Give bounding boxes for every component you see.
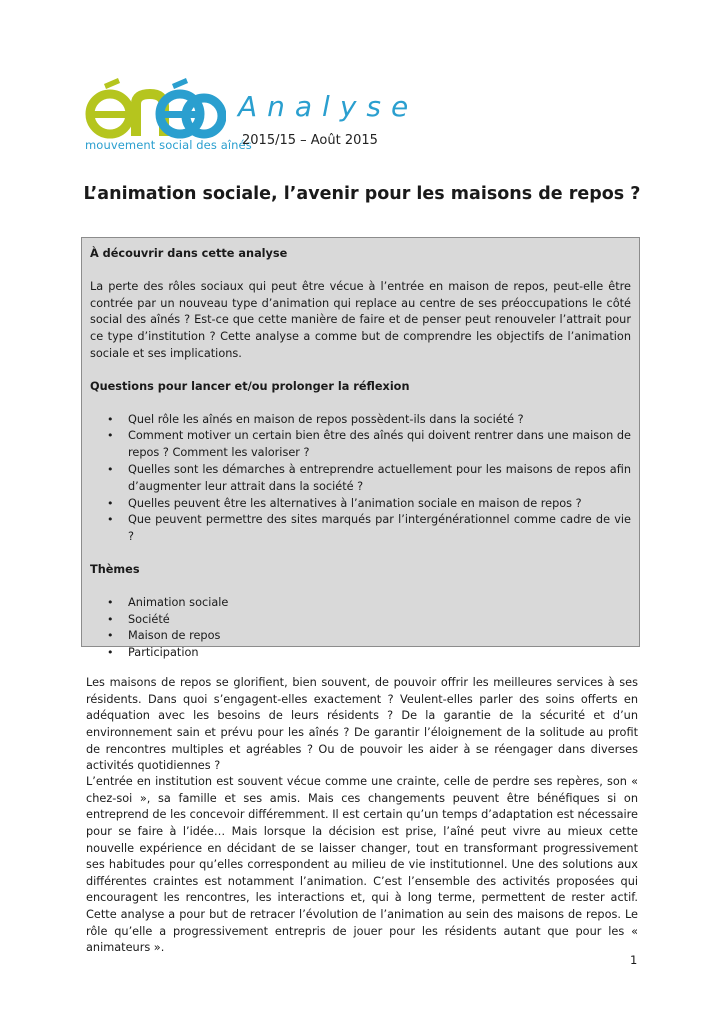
list-item: • Participation <box>128 645 631 662</box>
list-item: • Comment motiver un certain bien être des aînés qui doivent rentrer dans une maison de repos ? Comment les valoriser ? <box>107 429 631 460</box>
list-item: • Société <box>128 612 631 629</box>
list-item: • Maison de repos <box>128 628 631 645</box>
discover-text: La perte des rôles sociaux qui peut être vécue à l’entrée en maison de repos, peut-elle être contrée par un nouveau type d’animation qui replace au centre de ses préoccupations le côté social des aînés ? Est-ce que cette manière de faire et de penser peut renouveler l’attrait pour ce type d’institution ? Cette analyse a comme but de comprendre les objectifs de l’animation sociale et ses implications. <box>90 279 631 360</box>
bullet-icon: • <box>107 595 114 609</box>
bullet-icon: • <box>107 513 114 527</box>
body-paragraph-1: Les maisons de repos se glorifient, bien souvent, de pouvoir offrir les meilleures services à ses résidents. Dans quoi s’engagent-elles exactement ? Veulent-elles parler des soins offerts en adéquation avec les besoins de leurs résidents ? De la garantie de la sécurité et d’un environnement sain et prévu pour les aînés ? De garantir l’éloignement de la solitude au profit de rencontres multiples et agréables ? Ou de pouvoir les aider à se réengager dans diverses activités quotidiennes ? <box>86 676 638 773</box>
questions-heading: Questions pour lancer et/ou prolonger la réflexion <box>90 379 410 393</box>
themes-list <box>90 595 631 662</box>
body-paragraph-2: L’entrée en institution est souvent vécue comme une crainte, celle de perdre ses repères, son « chez-soi », sa famille et ses amis. Mais ces changements peuvent être bénéfiques si on entreprend de les concevoir différemment. Il est certain qu’un temps d’adaptation est nécessaire pour se faire à l’idée… Mais lorsque la décision est prise, l’aîné peut vivre au mieux cette nouvelle expérience en décidant de se laisser changer, tout en transformant progressivement ses habitudes pour qu’elles correspondent au milieu de vie institutionnel. Une des solutions aux différentes craintes est notamment l’animation. C’est l’ensemble des activités proposées qui encouragent les rencontres, les interactions et, qui à long terme, permettent de rester actif. Cette analyse a pour but de retracer l’évolution de l’animation au sein des maisons de repos. Le rôle qu’elle a progressivement entrepris de jouer pour les résidents autant que pour les « animateurs ». <box>86 775 638 955</box>
bullet-icon: • <box>107 629 114 643</box>
eneo-logo-graphic <box>84 78 226 140</box>
issue-date: 2015/15 – Août 2015 <box>242 133 378 148</box>
page-number: 1 <box>630 953 638 967</box>
discover-heading: À découvrir dans cette analyse <box>90 247 288 260</box>
logo-tagline: mouvement social des aînés <box>85 138 252 152</box>
bullet-icon: • <box>107 496 114 510</box>
logo-accent-1 <box>104 78 120 89</box>
bullet-icon: • <box>107 412 114 426</box>
list-item: • Quelles sont les démarches à entreprendre actuellement pour les maisons de repos afin d’augmenter leur attrait dans la société ? <box>107 462 631 493</box>
logo-accent-2 <box>172 78 188 89</box>
document-title: L’animation sociale, l’avenir pour les maisons de repos ? <box>83 184 641 204</box>
series-title: Analyse <box>238 90 419 123</box>
logo-e2-bar <box>161 111 197 118</box>
list-item: • Animation sociale <box>128 595 631 612</box>
themes-heading: Thèmes <box>90 562 140 576</box>
bullet-icon: • <box>107 462 114 476</box>
list-item: • Quelles peuvent être les alternatives à l’animation sociale en maison de repos ? <box>128 496 631 513</box>
bullet-icon: • <box>107 429 114 443</box>
eneo-logo <box>84 78 252 160</box>
list-item: • Que peuvent permettre des sites marqués par l’intergénérationnel comme cadre de vie ? <box>107 513 631 544</box>
logo-e1-bar <box>91 111 127 118</box>
summary-box <box>81 237 640 660</box>
list-item: • Quel rôle les aînés en maison de repos possèdent-ils dans la société ? <box>128 412 631 429</box>
bullet-icon: • <box>107 612 114 626</box>
bullet-icon: • <box>107 646 114 660</box>
questions-list <box>90 412 631 546</box>
